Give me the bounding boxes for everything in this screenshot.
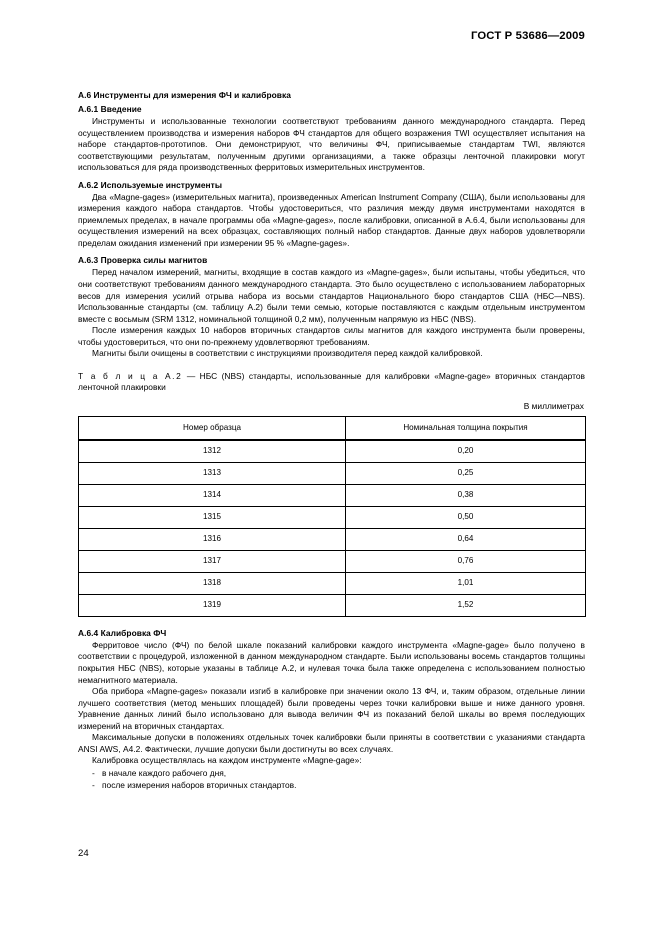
- section-heading-a6-2: А.6.2 Используемые инструменты: [78, 179, 223, 190]
- cell-nominal-thickness: 1,52: [346, 594, 586, 616]
- nbs-standards-table: [78, 416, 586, 617]
- table-units-note: В миллиметрах: [523, 400, 584, 411]
- cell-sample-number: 1317: [79, 550, 346, 572]
- page-number: 24: [78, 848, 89, 859]
- dash-bullet-icon: -: [92, 767, 95, 778]
- list-item: [92, 767, 585, 779]
- table-row: [79, 440, 586, 463]
- cell-nominal-thickness: 0,38: [346, 484, 586, 506]
- table-row: [79, 506, 586, 528]
- cell-sample-number: 1313: [79, 462, 346, 484]
- cell-nominal-thickness: 0,25: [346, 462, 586, 484]
- paragraph-a6-3-3: Магниты были очищены в соответствии с инструкциями производителя перед каждой калибровкой.: [92, 348, 483, 359]
- cell-nominal-thickness: 1,01: [346, 572, 586, 594]
- section-heading-a6-4: А.6.4 Калибровка ФЧ: [78, 627, 167, 638]
- cell-sample-number: 1315: [79, 506, 346, 528]
- paragraph-a6-3-1: Перед началом измерений, магниты, входящие в состав каждого из «Magne-gages», были испытаны, чтобы убедиться, что они соответствуют требованиям данного международного стандарта. Это было осуществлено с использованием лабораторных весов для измерения усилий отрыва набора из восьми стандартов Национального бюро стандартов США (НБС—NBS). Использованные стандарты (см. таблицу А.2) были теми семью, которые поставляются с каждым отдельным инструментом вместе с восьмым (SRM 1312, номинальной толщиной 0,2 мм), полученным напрямую из НБС (NBS).: [78, 267, 585, 324]
- table-caption-label: Т а б л и ц а А.2: [78, 370, 183, 381]
- paragraph-a6-4-3: Максимальные допуски в положениях отдельных точек калибровки были приняты в соответствии с указаниями стандарта ANSI AWS, А4.2. Фактически, лучшие допуски были достигнуты во всех случаях.: [78, 732, 585, 754]
- cell-sample-number: 1319: [79, 594, 346, 616]
- list-item-label: в начале каждого рабочего дня,: [102, 767, 227, 778]
- table-row: [79, 528, 586, 550]
- column-header-nominal-thickness: Номинальная толщина покрытия: [346, 416, 586, 440]
- cell-nominal-thickness: 0,76: [346, 550, 586, 572]
- table-caption: [78, 371, 585, 394]
- table-row: [79, 594, 586, 616]
- column-header-sample-number: Номер образца: [79, 416, 346, 440]
- table-row: [79, 462, 586, 484]
- section-heading-a6: А.6 Инструменты для измерения ФЧ и калибровка: [78, 90, 291, 100]
- paragraph-a6-4-1: Ферритовое число (ФЧ) по белой шкале показаний калибровки каждого инструмента «Magne-gage» было получено в соответствии с процедурой, изложенной в данном международном стандарте. Были использованы восемь стандартов толщины покрытия НБС (NBS), которые указаны в таблице А.2, и нулевая точка была также определена с использованием полностью немагнитного материала.: [78, 639, 585, 685]
- page-header-standard-number: ГОСТ Р 53686—2009: [470, 30, 585, 42]
- list-item-label: после измерения наборов вторичных стандартов.: [102, 780, 297, 791]
- cell-nominal-thickness: 0,64: [346, 528, 586, 550]
- section-heading-a6-3: А.6.3 Проверка силы магнитов: [78, 255, 208, 266]
- cell-sample-number: 1312: [79, 440, 346, 463]
- paragraph-a6-3-2: После измерения каждых 10 наборов вторичных стандартов силы магнитов для каждого инструмента были проверены, чтобы удостовериться, что они по-прежнему удовлетворяют требованиям.: [78, 325, 585, 347]
- section-heading-a6-1: А.6.1 Введение: [78, 104, 142, 114]
- paragraph-a6-4-2: Оба прибора «Magne-gages» показали изгиб в калибровке при значении около 13 ФЧ, и, таким образом, отдельные линии лучшего соответствия (метод меньших площадей) были проведены через точки калибровки выше и ниже данного уровня. Уравнение данных линий было использовано для вывода величин ФЧ из показаний белой шкалы во время последующих измерений на вторичных стандартах.: [78, 686, 585, 731]
- table-row: [79, 572, 586, 594]
- paragraph-a6-2-1: Два «Magne-gages» (измерительных магнита), произведенных American Instrument Company (США), были использованы для измерения каждого набора стандартов. Чтобы удостовериться, что различия между двумя инструментами находятся в приемлемых пределах, в начале программы оба «Magne-gages», после калибровки, описанной в А.6.4, были использованы для осуществления измерений на всех образцах, составляющих полный набор стандартов. Данные двух наборов удовлетворяли пределам ожидания изменений при измерении 95 % «Magne-gages».: [78, 191, 585, 248]
- cell-sample-number: 1314: [79, 484, 346, 506]
- cell-sample-number: 1318: [79, 572, 346, 594]
- paragraph-a6-1-1: Инструменты и использованные технологии соответствуют требованиям данного международного стандарта. Перед осуществлением производства и измерения наборов ФЧ стандартов для общего возражения TWI осуществляет испытания на наборе стандартов-прототипов. Они демонстрируют, что величины ФЧ, приписываемые стандартам TWI, являются соответствующими результатам, полученным другими организациями, а также образцы ленточной плакировки могут использоваться для ряда производственных ферритовых измерительных инструментов.: [78, 116, 585, 173]
- page-content: [78, 88, 585, 791]
- cell-sample-number: 1316: [79, 528, 346, 550]
- paragraph-a6-4-4: Калибровка осуществлялась на каждом инструменте «Magne-gage»:: [92, 755, 362, 766]
- table-caption-text: — НБС (NBS) стандарты, использованные для калибровки «Magne-gage» вторичных стандартов ленточной плакировки: [78, 370, 585, 393]
- table-row: [79, 484, 586, 506]
- table-header-row: [79, 416, 586, 440]
- cell-nominal-thickness: 0,20: [346, 440, 586, 463]
- table-row: [79, 550, 586, 572]
- cell-nominal-thickness: 0,50: [346, 506, 586, 528]
- list-item: [92, 779, 585, 791]
- calibration-schedule-list: [78, 767, 585, 791]
- dash-bullet-icon: -: [92, 780, 95, 791]
